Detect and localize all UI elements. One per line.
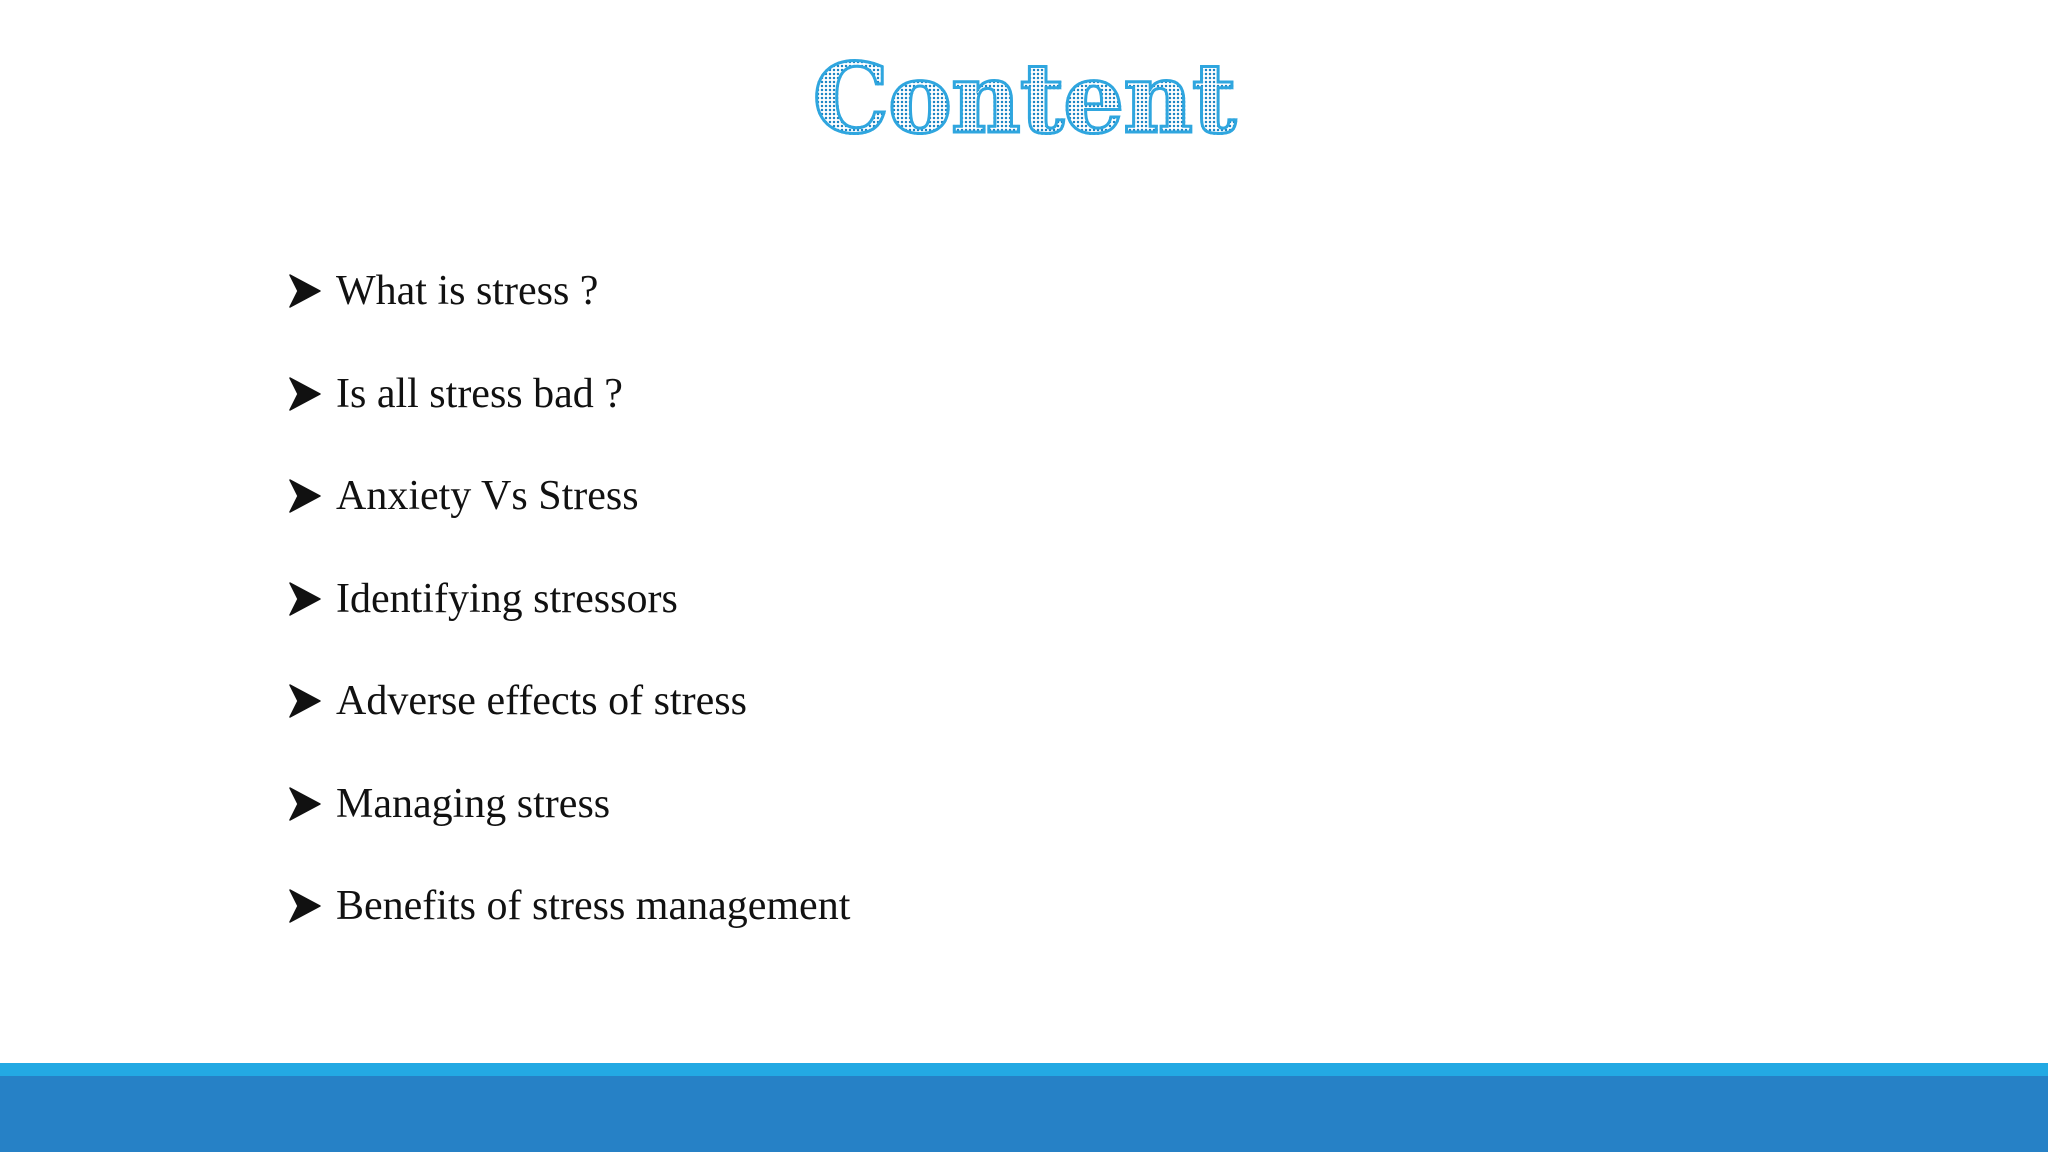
arrow-bullet-icon (288, 476, 336, 516)
arrow-bullet-icon (288, 579, 336, 619)
list-item (288, 445, 850, 548)
list-item (288, 650, 850, 753)
list-item (288, 240, 850, 343)
list-item (288, 753, 850, 856)
list-item-label: Managing stress (336, 780, 611, 827)
arrow-bullet-icon (288, 784, 336, 824)
list-item-label: Adverse effects of stress (336, 678, 747, 725)
list-item-label: What is stress ? (336, 268, 599, 315)
list-item (288, 343, 850, 446)
footer-bar (0, 1076, 2048, 1152)
arrow-bullet-icon (288, 681, 336, 721)
content-list (288, 240, 850, 958)
list-item-label: Identifying stressors (336, 575, 678, 622)
list-item (288, 548, 850, 651)
arrow-bullet-icon (288, 374, 336, 414)
footer-accent-stripe (0, 1063, 2048, 1076)
list-item-label: Benefits of stress management (336, 883, 851, 930)
arrow-bullet-icon (288, 886, 336, 926)
list-item (288, 855, 850, 958)
list-item-label: Anxiety Vs Stress (336, 473, 639, 520)
list-item-label: Is all stress bad ? (336, 370, 623, 417)
arrow-bullet-icon (288, 271, 336, 311)
slide-title: Content (0, 44, 2048, 154)
